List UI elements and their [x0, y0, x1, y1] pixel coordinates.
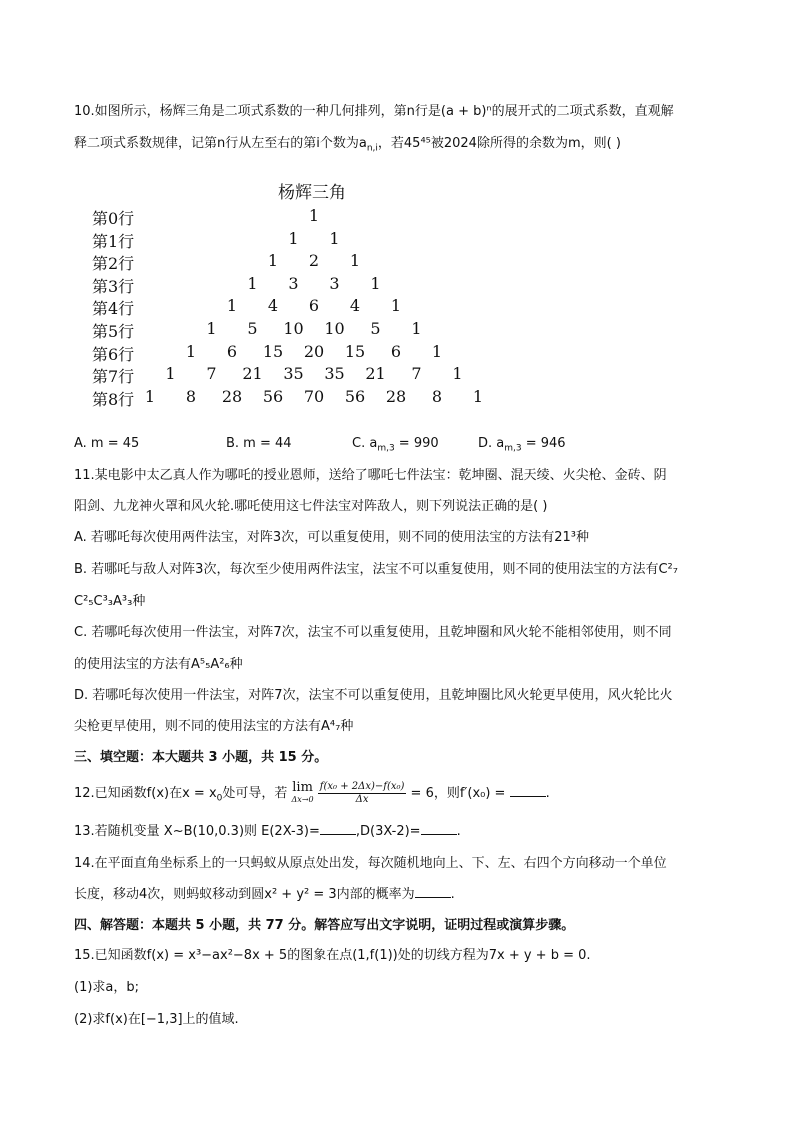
q12-lim-sub: Δx→0	[291, 794, 314, 804]
triangle-title: 杨辉三角	[278, 183, 346, 203]
triangle-number: 4	[267, 296, 279, 316]
q14-line1: 14.在平面直角坐标系上的一只蚂蚁从原点处出发，每次随机地向上、下、左、右四个方向移动一个单位	[74, 856, 667, 871]
triangle-number: 1	[226, 296, 238, 316]
q10-choice-c	[352, 436, 439, 454]
q12	[74, 776, 724, 814]
section-3-heading: 三、填空题：本大题共 3 小题，共 15 分。	[74, 750, 328, 765]
triangle-number: 10	[283, 319, 304, 338]
q10-line2-sub: n,i	[366, 143, 378, 154]
triangle-row-label: 第6行	[92, 344, 135, 364]
triangle-number: 1	[308, 206, 320, 225]
q15-part1: (1)求a，b;	[74, 980, 140, 995]
triangle-number: 5	[370, 319, 381, 338]
q12-lim-word: lim	[292, 779, 313, 795]
q10-choice-c-sub: m,3	[377, 443, 395, 454]
q10-choice-c-text: C. a	[352, 436, 378, 451]
triangle-number: 6	[308, 296, 320, 316]
q12-pre: 12.已知函数f(x)在x = x	[74, 786, 217, 801]
triangle-row-label: 第8行	[92, 389, 135, 409]
triangle-number: 1	[247, 273, 258, 293]
q11-option-b-line1: B. 若哪吒与敌人对阵3次，每次至少使用两件法宝，法宝不可以重复使用，则不同的使用法宝的方法有C²₇	[74, 562, 678, 577]
triangle-number: 28	[385, 386, 407, 406]
triangle-row-label: 第5行	[92, 322, 135, 341]
q10-choice-d-text: D. a	[478, 436, 505, 451]
triangle-number: 6	[390, 341, 402, 361]
q12-end: .	[545, 786, 550, 801]
triangle-number: 1	[472, 386, 484, 406]
triangle-number: 35	[324, 364, 345, 384]
q11-option-d-line2: 尖枪更早使用，则不同的使用法宝的方法有A⁴₇种	[74, 719, 354, 734]
triangle-number: 6	[226, 341, 238, 361]
q11-line2: 阳剑、九龙神火罩和风火轮.哪吒使用这七件法宝对阵敌人，则下列说法正确的是( )	[74, 499, 548, 514]
triangle-number: 15	[262, 341, 284, 361]
section-4-heading: 四、解答题：本题共 5 小题，共 77 分。解答应写出文字说明，证明过程或演算步骤。	[74, 918, 575, 933]
q10-line1: 10.如图所示，杨辉三角是二项式系数的一种几何排列，第n行是(a + b)ⁿ的展开式的二项式系数，直观解	[74, 104, 674, 119]
q11-option-c-line1: C. 若哪吒每次使用一件法宝，对阵7次，法宝不可以重复使用，且乾坤圈和风火轮不能相邻使用，则不同	[74, 625, 672, 640]
triangle-number: 1	[267, 251, 279, 271]
q12-mid: 处可导，若	[222, 786, 288, 801]
triangle-number: 8	[431, 386, 443, 406]
triangle-number: 1	[288, 228, 299, 248]
q10-choice-b: B. m = 44	[226, 436, 292, 451]
q14-end: .	[450, 887, 455, 902]
triangle-row-label: 第3行	[92, 276, 135, 296]
q12-sub: 0	[216, 793, 223, 804]
q12-answer-blank[interactable]	[510, 784, 546, 797]
q11-line1: 11.某电影中太乙真人作为哪吒的授业恩师，送给了哪吒七件法宝：乾坤圈、混天绫、火尖枪、金砖、阴	[74, 468, 667, 483]
q10-line2-text: 释二项式系数规律，记第n行从左至右的第i个数为a	[74, 136, 367, 151]
triangle-number: 1	[390, 296, 402, 316]
q11-option-b-line2: C²₅C³₃A³₃种	[74, 594, 146, 609]
triangle-number: 10	[324, 319, 345, 338]
triangle-row-label: 第1行	[92, 231, 135, 251]
triangle-number: 3	[329, 273, 340, 293]
q13-blank-2[interactable]	[421, 822, 457, 835]
q14-line2	[74, 885, 724, 905]
triangle-number: 21	[242, 364, 263, 384]
q13-pre: 13.若随机变量 X~B(10,0.3)则 E(2X-3)=	[74, 824, 320, 839]
q13-mid: ,D(3X-2)=	[355, 824, 421, 839]
q13-end: .	[456, 824, 461, 839]
q11-option-c-line2: 的使用法宝的方法有A⁵₅A²₆种	[74, 657, 243, 672]
q15-part2: (2)求f(x)在[−1,3]上的值域.	[74, 1012, 239, 1027]
q12-limit	[291, 779, 314, 806]
q14-line2-text: 长度，移动4次，则蚂蚁移动到圆x² + y² = 3内部的概率为	[74, 887, 415, 902]
triangle-number: 35	[283, 364, 304, 384]
q14-blank[interactable]	[415, 885, 451, 898]
q12-frac-top: f(x₀ + 2Δx)−f(x₀)	[319, 781, 405, 792]
q10-choice-d	[478, 436, 566, 454]
q13-blank-1[interactable]	[320, 822, 356, 835]
q10-line2	[74, 134, 724, 159]
triangle-number: 56	[262, 386, 284, 406]
q10-choice-c-rest: = 990	[394, 436, 439, 451]
triangle-number: 3	[288, 273, 299, 293]
triangle-number: 1	[370, 273, 381, 293]
q12-post: = 6，则f′(x₀) =	[406, 786, 510, 801]
triangle-number: 5	[247, 319, 258, 338]
triangle-row-label: 第4行	[92, 299, 135, 319]
triangle-number: 20	[303, 341, 325, 361]
triangle-number: 1	[144, 386, 156, 406]
triangle-number: 70	[303, 386, 325, 406]
q10-line2-rest: ，若45⁴⁵被2024除所得的余数为m，则( )	[377, 136, 621, 151]
triangle-number: 28	[221, 386, 243, 406]
q12-frac-bot: Δx	[355, 794, 369, 805]
triangle-number: 1	[411, 319, 422, 338]
triangle-number: 1	[329, 228, 340, 248]
triangle-number: 15	[344, 341, 366, 361]
triangle-number: 1	[452, 364, 463, 384]
q10-choice-a: A. m = 45	[74, 436, 140, 451]
q15-line1: 15.已知函数f(x) = x³−ax²−8x + 5的图象在点(1,f(1))处的切线方程为7x + y + b = 0.	[74, 948, 591, 963]
triangle-row-label: 第2行	[92, 254, 135, 274]
triangle-number: 1	[185, 341, 197, 361]
triangle-number: 2	[308, 251, 320, 271]
q11-option-a: A. 若哪吒每次使用两件法宝，对阵3次，可以重复使用，则不同的使用法宝的方法有21³种	[74, 530, 589, 545]
triangle-number: 1	[206, 319, 217, 338]
q11-option-d-line1: D. 若哪吒每次使用一件法宝，对阵7次，法宝不可以重复使用，且乾坤圈比风火轮更早使用，风火轮比火	[74, 688, 673, 703]
triangle-row-label: 第0行	[92, 209, 135, 228]
q10-choice-d-sub: m,3	[504, 443, 522, 454]
triangle-number: 7	[206, 364, 217, 384]
triangle-number: 8	[185, 386, 197, 406]
triangle-number: 1	[165, 364, 176, 384]
q13	[74, 822, 724, 842]
q10-choice-d-rest: = 946	[521, 436, 566, 451]
triangle-number: 1	[349, 251, 361, 271]
triangle-number: 21	[365, 364, 386, 384]
triangle-row-label: 第7行	[92, 367, 135, 387]
triangle-number: 7	[411, 364, 422, 384]
triangle-number: 56	[344, 386, 366, 406]
triangle-number: 4	[349, 296, 361, 316]
q12-fraction	[318, 781, 407, 806]
triangle-number: 1	[431, 341, 443, 361]
